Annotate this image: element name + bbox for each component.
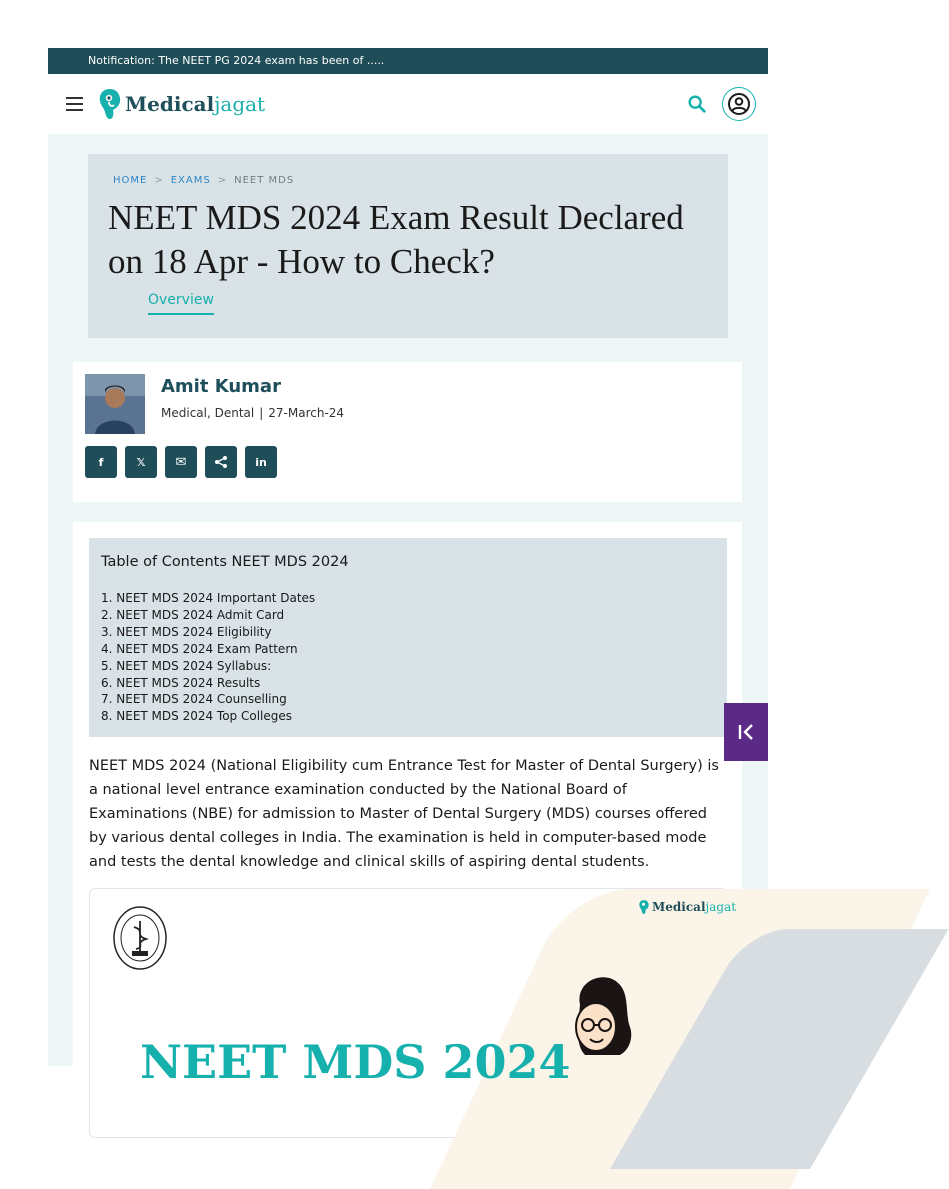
toc-item[interactable]: 2. NEET MDS 2024 Admit Card bbox=[101, 607, 285, 622]
linkedin-share-button[interactable] bbox=[245, 446, 277, 478]
avatar[interactable] bbox=[85, 374, 145, 434]
notification-text[interactable]: Notification: The NEET PG 2024 exam has been of ..... bbox=[88, 54, 385, 67]
breadcrumb-separator: > bbox=[217, 175, 228, 186]
account-circle-icon bbox=[727, 92, 751, 116]
logo-text-part2: jagat bbox=[214, 92, 266, 116]
banner-logo-part1: Medical bbox=[652, 900, 706, 914]
toc-item[interactable]: 5. NEET MDS 2024 Syllabus: bbox=[101, 658, 272, 673]
logo-mark-icon bbox=[97, 88, 123, 120]
toc-item[interactable]: 8. NEET MDS 2024 Top Colleges bbox=[101, 709, 293, 724]
author-categories: Medical, Dental bbox=[161, 406, 255, 420]
toc-item[interactable]: 1. NEET MDS 2024 Important Dates bbox=[101, 591, 316, 605]
nbe-seal-icon bbox=[112, 905, 168, 971]
article-banner-image bbox=[89, 888, 737, 1138]
article-hero bbox=[88, 154, 728, 338]
collapse-left-icon bbox=[736, 722, 756, 742]
author-photo bbox=[85, 374, 145, 434]
facebook-share-button[interactable] bbox=[85, 446, 117, 478]
linkedin-icon: in bbox=[255, 455, 267, 469]
x-twitter-icon: 𝕏 bbox=[136, 455, 146, 469]
facebook-icon: f bbox=[98, 455, 104, 469]
share-icon bbox=[214, 455, 228, 469]
tab-overview[interactable]: Overview bbox=[148, 292, 214, 315]
article-content bbox=[73, 522, 742, 1089]
table-of-contents bbox=[89, 538, 727, 737]
toc-title: Table of Contents NEET MDS 2024 bbox=[101, 554, 349, 570]
toc-item[interactable]: 7. NEET MDS 2024 Counselling bbox=[101, 692, 287, 707]
site-header bbox=[48, 74, 768, 134]
banner-logo-part2: jagat bbox=[705, 900, 737, 914]
author-card bbox=[73, 362, 742, 502]
notification-bar[interactable] bbox=[48, 48, 768, 74]
page-title: NEET MDS 2024 Exam Result Declared on 18 Apr - How to Check? bbox=[108, 198, 684, 281]
x-share-button[interactable] bbox=[125, 446, 157, 478]
breadcrumb bbox=[113, 175, 294, 186]
banner-logo bbox=[638, 899, 736, 915]
logo-text bbox=[125, 92, 265, 116]
banner-logo-text bbox=[652, 900, 736, 914]
intro-paragraph: NEET MDS 2024 (National Eligibility cum Entrance Test for Master of Dental Surgery) is a national level entrance examination conducted by the National Board of Examinations (NBE) for admission to Master of Dental Surgery (MDS) courses offered by various dental colleges in India. The examination is held in computer-based mode and tests the dental knowledge and clinical skills of aspiring dental students. bbox=[89, 758, 719, 870]
toc-item[interactable]: 4. NEET MDS 2024 Exam Pattern bbox=[101, 641, 298, 656]
breadcrumb-home[interactable]: HOME bbox=[113, 175, 148, 186]
search-icon[interactable] bbox=[686, 93, 708, 115]
banner-title: NEET MDS 2024 bbox=[140, 1035, 571, 1089]
logo-text-part1: Medical bbox=[125, 92, 215, 116]
author-name[interactable]: Amit Kumar bbox=[161, 376, 281, 397]
publish-date: 27-March-24 bbox=[268, 406, 345, 420]
toc-item[interactable]: 6. NEET MDS 2024 Results bbox=[101, 675, 261, 690]
email-icon: ✉ bbox=[175, 454, 187, 470]
breadcrumb-separator: > bbox=[154, 175, 164, 186]
toc-item[interactable]: 3. NEET MDS 2024 Eligibility bbox=[101, 624, 272, 639]
author-meta bbox=[161, 406, 344, 420]
meta-separator: | bbox=[259, 406, 264, 420]
page bbox=[48, 48, 768, 1089]
share-buttons bbox=[85, 446, 285, 478]
site-logo[interactable] bbox=[97, 88, 265, 120]
generic-share-button[interactable] bbox=[205, 446, 237, 478]
email-share-button[interactable] bbox=[165, 446, 197, 478]
logo-mark-icon bbox=[638, 899, 650, 915]
breadcrumb-exams[interactable]: EXAMS bbox=[170, 175, 211, 186]
account-button[interactable] bbox=[722, 87, 756, 121]
toc-list bbox=[101, 590, 315, 725]
breadcrumb-current: NEET MDS bbox=[234, 175, 295, 186]
hamburger-icon[interactable] bbox=[66, 97, 83, 111]
sidebar-toggle-button[interactable] bbox=[724, 703, 768, 761]
